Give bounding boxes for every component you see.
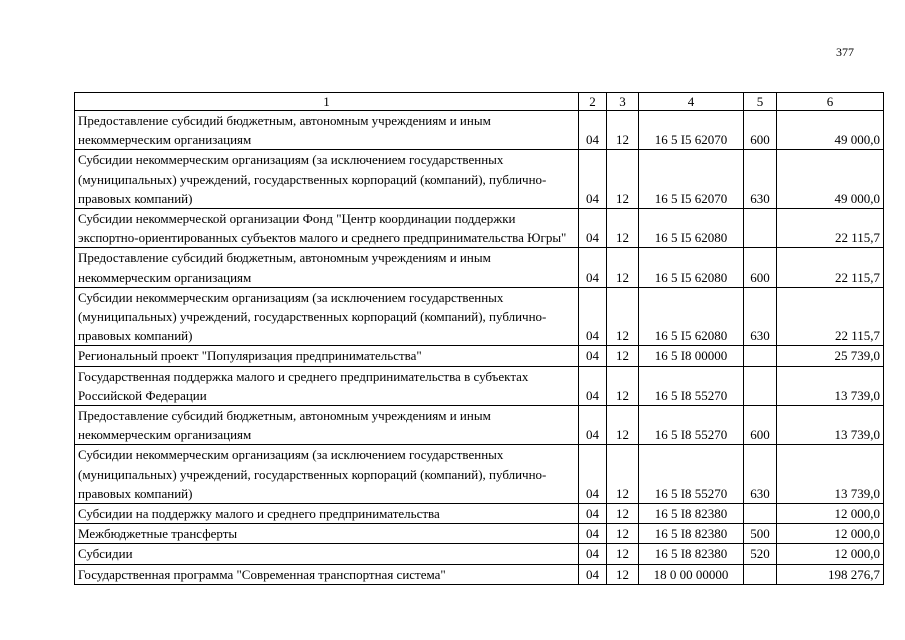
target-article-code-cell: 18 0 00 00000 bbox=[639, 564, 744, 584]
target-article-code-cell: 16 5 I8 82380 bbox=[639, 504, 744, 524]
section-code-cell: 04 bbox=[579, 150, 607, 209]
amount-cell: 49 000,0 bbox=[777, 150, 884, 209]
expense-type-code-cell: 600 bbox=[744, 111, 777, 150]
table-row bbox=[75, 564, 884, 584]
amount-cell: 12 000,0 bbox=[777, 544, 884, 564]
section-code-cell: 04 bbox=[579, 248, 607, 287]
subsection-code-cell: 12 bbox=[607, 544, 639, 564]
item-name-cell: Региональный проект "Популяризация предпринимательства" bbox=[75, 346, 579, 366]
item-name-cell: Предоставление субсидий бюджетным, автономным учреждениям и иным некоммерческим организациям bbox=[75, 111, 579, 150]
section-code-cell: 04 bbox=[579, 544, 607, 564]
table-row bbox=[75, 366, 884, 405]
table-row bbox=[75, 150, 884, 209]
target-article-code-cell: 16 5 I8 82380 bbox=[639, 524, 744, 544]
amount-cell: 22 115,7 bbox=[777, 209, 884, 248]
subsection-code-cell: 12 bbox=[607, 150, 639, 209]
column-header: 1 bbox=[75, 93, 579, 111]
item-name-cell: Субсидии некоммерческим организациям (за исключением государственных (муниципальных) учреждений, государственных корпораций (компаний), публично-правовых компаний) bbox=[75, 445, 579, 504]
subsection-code-cell: 12 bbox=[607, 111, 639, 150]
target-article-code-cell: 16 5 I5 62070 bbox=[639, 111, 744, 150]
subsection-code-cell: 12 bbox=[607, 287, 639, 346]
subsection-code-cell: 12 bbox=[607, 346, 639, 366]
expense-type-code-cell: 630 bbox=[744, 150, 777, 209]
column-header: 6 bbox=[777, 93, 884, 111]
target-article-code-cell: 16 5 I8 55270 bbox=[639, 445, 744, 504]
target-article-code-cell: 16 5 I5 62070 bbox=[639, 150, 744, 209]
target-article-code-cell: 16 5 I8 82380 bbox=[639, 544, 744, 564]
target-article-code-cell: 16 5 I8 55270 bbox=[639, 366, 744, 405]
section-code-cell: 04 bbox=[579, 366, 607, 405]
section-code-cell: 04 bbox=[579, 406, 607, 445]
item-name-cell: Субсидии некоммерческим организациям (за исключением государственных (муниципальных) учреждений, государственных корпораций (компаний), публично-правовых компаний) bbox=[75, 287, 579, 346]
table-row bbox=[75, 287, 884, 346]
expense-type-code-cell bbox=[744, 504, 777, 524]
amount-cell: 13 739,0 bbox=[777, 406, 884, 445]
table-row bbox=[75, 445, 884, 504]
target-article-code-cell: 16 5 I8 00000 bbox=[639, 346, 744, 366]
subsection-code-cell: 12 bbox=[607, 248, 639, 287]
item-name-cell: Субсидии некоммерческим организациям (за исключением государственных (муниципальных) учреждений, государственных корпораций (компаний), публично-правовых компаний) bbox=[75, 150, 579, 209]
section-code-cell: 04 bbox=[579, 564, 607, 584]
table-row bbox=[75, 504, 884, 524]
column-header: 3 bbox=[607, 93, 639, 111]
expense-type-code-cell bbox=[744, 564, 777, 584]
target-article-code-cell: 16 5 I5 62080 bbox=[639, 248, 744, 287]
amount-cell: 22 115,7 bbox=[777, 287, 884, 346]
expense-type-code-cell: 500 bbox=[744, 524, 777, 544]
amount-cell: 12 000,0 bbox=[777, 524, 884, 544]
table-row bbox=[75, 406, 884, 445]
amount-cell: 13 739,0 bbox=[777, 445, 884, 504]
expense-type-code-cell: 520 bbox=[744, 544, 777, 564]
item-name-cell: Субсидии на поддержку малого и среднего предпринимательства bbox=[75, 504, 579, 524]
subsection-code-cell: 12 bbox=[607, 504, 639, 524]
target-article-code-cell: 16 5 I8 55270 bbox=[639, 406, 744, 445]
section-code-cell: 04 bbox=[579, 111, 607, 150]
amount-cell: 22 115,7 bbox=[777, 248, 884, 287]
section-code-cell: 04 bbox=[579, 504, 607, 524]
column-header: 2 bbox=[579, 93, 607, 111]
expense-type-code-cell bbox=[744, 346, 777, 366]
table-row bbox=[75, 209, 884, 248]
subsection-code-cell: 12 bbox=[607, 209, 639, 248]
subsection-code-cell: 12 bbox=[607, 445, 639, 504]
table-row bbox=[75, 524, 884, 544]
column-header: 4 bbox=[639, 93, 744, 111]
table-row bbox=[75, 346, 884, 366]
table-header-row bbox=[75, 93, 884, 111]
subsection-code-cell: 12 bbox=[607, 524, 639, 544]
item-name-cell: Предоставление субсидий бюджетным, автономным учреждениям и иным некоммерческим организациям bbox=[75, 406, 579, 445]
subsection-code-cell: 12 bbox=[607, 366, 639, 405]
item-name-cell: Государственная программа "Современная транспортная система" bbox=[75, 564, 579, 584]
expense-type-code-cell: 630 bbox=[744, 287, 777, 346]
subsection-code-cell: 12 bbox=[607, 406, 639, 445]
table-row bbox=[75, 248, 884, 287]
subsection-code-cell: 12 bbox=[607, 564, 639, 584]
item-name-cell: Предоставление субсидий бюджетным, автономным учреждениям и иным некоммерческим организациям bbox=[75, 248, 579, 287]
item-name-cell: Субсидии некоммерческой организации Фонд "Центр координации поддержки экспортно-ориентированных субъектов малого и среднего предпринимательства Югры" bbox=[75, 209, 579, 248]
expense-type-code-cell: 600 bbox=[744, 248, 777, 287]
amount-cell: 12 000,0 bbox=[777, 504, 884, 524]
target-article-code-cell: 16 5 I5 62080 bbox=[639, 209, 744, 248]
table-row bbox=[75, 544, 884, 564]
amount-cell: 198 276,7 bbox=[777, 564, 884, 584]
column-header: 5 bbox=[744, 93, 777, 111]
expense-type-code-cell bbox=[744, 366, 777, 405]
amount-cell: 49 000,0 bbox=[777, 111, 884, 150]
expense-type-code-cell bbox=[744, 209, 777, 248]
target-article-code-cell: 16 5 I5 62080 bbox=[639, 287, 744, 346]
table-body bbox=[75, 111, 884, 585]
expense-type-code-cell: 600 bbox=[744, 406, 777, 445]
section-code-cell: 04 bbox=[579, 346, 607, 366]
amount-cell: 25 739,0 bbox=[777, 346, 884, 366]
table-row bbox=[75, 111, 884, 150]
budget-table bbox=[74, 92, 884, 585]
expense-type-code-cell: 630 bbox=[744, 445, 777, 504]
section-code-cell: 04 bbox=[579, 209, 607, 248]
section-code-cell: 04 bbox=[579, 524, 607, 544]
item-name-cell: Межбюджетные трансферты bbox=[75, 524, 579, 544]
section-code-cell: 04 bbox=[579, 445, 607, 504]
page-number: 377 bbox=[836, 45, 854, 59]
section-code-cell: 04 bbox=[579, 287, 607, 346]
amount-cell: 13 739,0 bbox=[777, 366, 884, 405]
item-name-cell: Субсидии bbox=[75, 544, 579, 564]
item-name-cell: Государственная поддержка малого и среднего предпринимательства в субъектах Российской Федерации bbox=[75, 366, 579, 405]
